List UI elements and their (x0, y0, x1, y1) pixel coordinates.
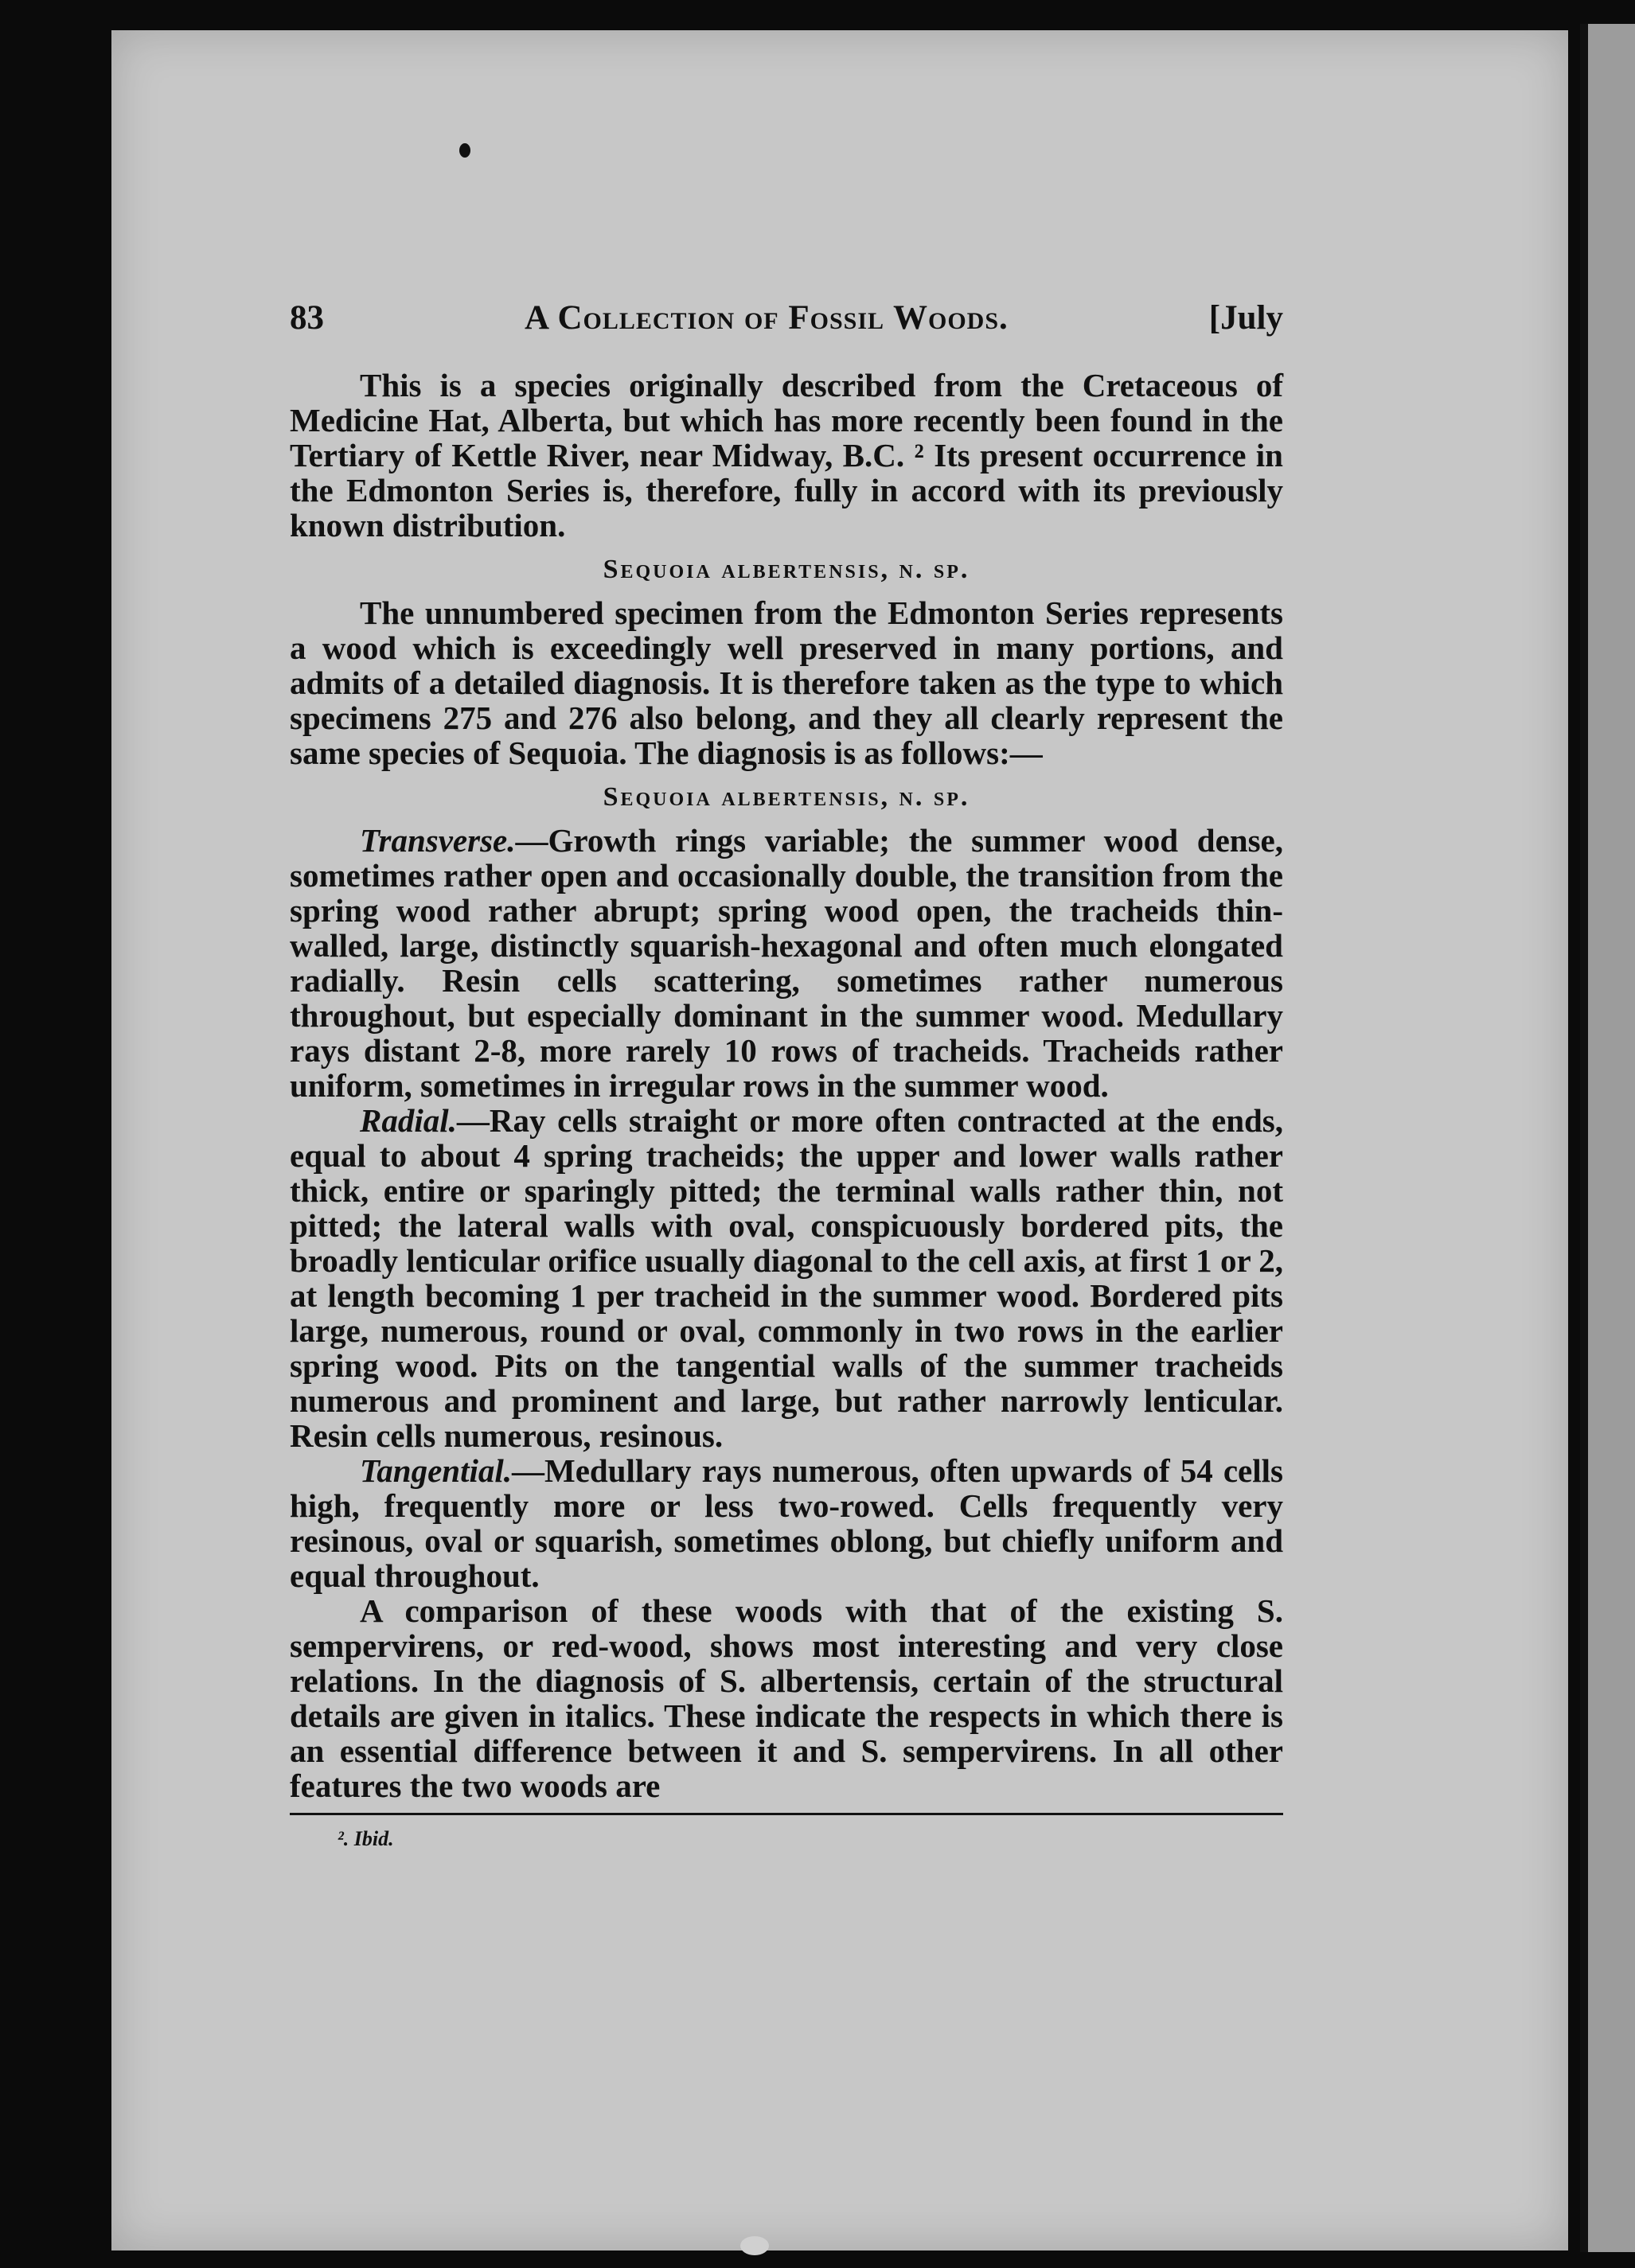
transverse-label: Transverse. (360, 822, 516, 859)
paragraph-distribution: This is a species originally described from the Cretaceous of Medicine Hat, Alberta, but which has more recently been found in the Tertiary of Kettle River, near Midway, B.C. ² Its present occurrence in the Edmonton Series is, therefore, fully in accord with its previously known distribution. (290, 367, 1283, 544)
paragraph-radial (290, 1103, 1283, 1453)
paragraph-comparison: A comparison of these woods with that of the existing S. sempervirens, or red-wood, shows most interesting and very close relations. In the diagnosis of S. albertensis, certain of the structural details are given in italics. These indicate the respects in which there is an essential difference between it and S. sempervirens. In all other features the two woods are (290, 1592, 1283, 1804)
running-title: A Collection of Fossil Woods. (525, 299, 1009, 337)
radial-text: —Ray cells straight or more often contracted at the ends, equal to about 4 spring tracheids; the upper and lower walls rather thick, entire or sparingly pitted; the terminal walls rather thin, not pitted; the lateral walls with oval, conspicuously bordered pits, the broadly lenticular orifice usually diagonal to the cell axis, at first 1 or 2, at length becoming 1 per tracheid in the summer wood. Bordered pits large, numerous, round or oval, commonly in two rows in the earlier spring wood. Pits on the tangential walls of the summer tracheids numerous and prominent and large, but rather narrowly lenticular. Resin cells numerous, resinous. (290, 1102, 1283, 1454)
radial-label: Radial. (360, 1102, 457, 1139)
tangential-text: —Medullary rays numerous, often upwards of 54 cells high, frequently more or less two-rowed. Cells frequently very resinous, oval or squarish, sometimes oblong, but chiefly uniform and equal throughout. (290, 1452, 1283, 1594)
paragraph-transverse (290, 823, 1283, 1103)
bottom-scan-mark (740, 2236, 769, 2255)
paragraph-specimen: The unnumbered specimen from the Edmonton Series represents a wood which is exceedingly well preserved in many portions, and admits of a detailed diagnosis. It is therefore taken as the type to which specimens 275 and 276 also belong, and they all clearly represent the same species of Sequoia. The diagnosis is as follows:— (290, 594, 1283, 771)
footnote-rule (290, 1813, 1283, 1815)
paragraph-tangential (290, 1453, 1283, 1593)
transverse-text: —Growth rings variable; the summer wood dense, sometimes rather open and occasionally double, the transition from the spring wood rather abrupt; spring wood open, the tracheids thin-walled, large, distinctly squarish-hexagonal and often much elongated radially. Resin cells scattering, sometimes rather numerous throughout, but especially dominant in the summer wood. Medullary rays distant 2-8, more rarely 10 rows of tracheids. Tracheids rather uniform, sometimes in irregular rows in the summer wood. (290, 822, 1283, 1104)
section-heading-1: Sequoia albertensis, n. sp. (603, 555, 970, 584)
ink-speck (459, 143, 470, 158)
page-text (290, 301, 1283, 1857)
section-heading-2: Sequoia albertensis, n. sp. (603, 782, 970, 812)
running-header (290, 301, 1283, 336)
footnote: ². Ibid. (338, 1827, 394, 1850)
page-number: 83 (290, 299, 324, 337)
tangential-label: Tangential. (360, 1452, 513, 1489)
running-month: [July (1208, 299, 1283, 337)
facing-page-edge (1580, 24, 1635, 2252)
